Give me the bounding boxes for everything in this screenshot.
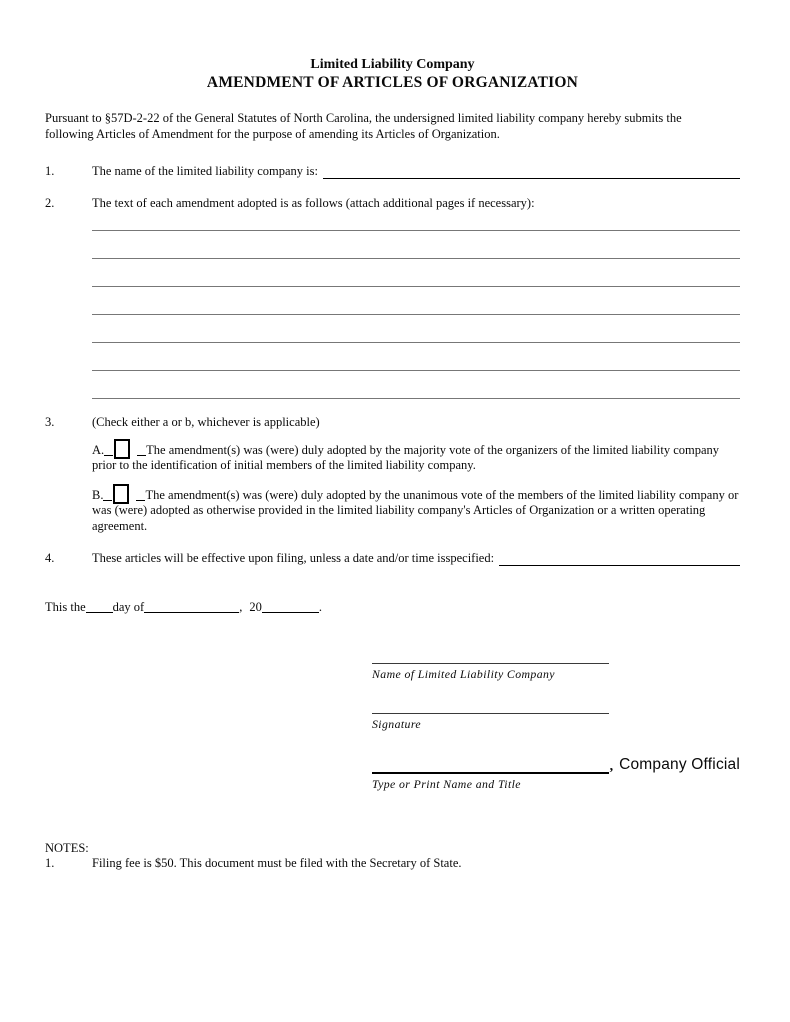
date-middle: day of	[112, 599, 145, 614]
llc-name-signature-field[interactable]	[372, 662, 609, 664]
checkbox-icon	[113, 484, 129, 504]
year-field[interactable]	[262, 610, 319, 613]
date-century: 20	[249, 599, 262, 614]
item-1	[45, 164, 740, 180]
official-comma: ,	[609, 758, 614, 774]
underscore-mark	[103, 499, 112, 501]
signature-field[interactable]	[372, 712, 609, 714]
option-a-checkbox[interactable]	[114, 443, 136, 454]
date-period: .	[318, 599, 322, 614]
note-item	[45, 856, 740, 872]
option-a	[92, 443, 740, 474]
llc-name-signature-label: Name of Limited Liability Company	[372, 667, 555, 681]
option-a-letter: A.	[92, 442, 105, 457]
date-prefix: This the	[45, 599, 86, 614]
item-3	[45, 415, 740, 431]
amendment-text-line[interactable]	[92, 259, 740, 287]
option-b-letter: B.	[92, 487, 104, 502]
date-comma: ,	[239, 599, 243, 614]
item-1-number: 1.	[45, 164, 55, 178]
intro-paragraph: Pursuant to §57D-2-22 of the General Statutes of North Carolina, the undersigned limited liability company hereby submits the following Articles of Amendment for the purpose of amending its Articles of Organization.	[45, 111, 682, 141]
item-2-label: The text of each amendment adopted is as follows (attach additional pages if necessary):	[92, 195, 535, 210]
option-b	[92, 488, 740, 535]
amendment-text-line[interactable]	[92, 371, 740, 399]
underscore-mark	[104, 454, 113, 456]
signature-block	[372, 662, 740, 793]
item-4	[45, 551, 740, 567]
note-1-text: Filing fee is $50. This document must be filed with the Secretary of State.	[92, 856, 462, 870]
amendment-text-line[interactable]	[92, 287, 740, 315]
amendment-text-line[interactable]	[92, 231, 740, 259]
option-b-text: The amendment(s) was (were) duly adopted by the unanimous vote of the members of the limited liability company or was (were) adopted as otherwise provided in the limited liability company's Articles of Organization or a written operating agreement.	[92, 487, 739, 533]
company-name-field[interactable]	[323, 164, 740, 179]
document-title-line2: AMENDMENT OF ARTICLES OF ORGANIZATION	[206, 74, 579, 91]
option-a-text: The amendment(s) was (were) duly adopted by the majority vote of the organizers of the limited liability company prior to the identification of initial members of the limited liability company.	[92, 442, 720, 472]
amendment-text-area	[92, 211, 740, 399]
note-1-number: 1.	[45, 856, 55, 870]
print-name-field[interactable]	[372, 758, 609, 774]
item-4-label: These articles will be effective upon filing, unless a date and/or time isspecified:	[92, 551, 495, 565]
day-field[interactable]	[86, 610, 113, 613]
item-2	[45, 196, 740, 212]
document-header	[45, 56, 740, 92]
execution-date-line	[45, 600, 740, 616]
amendment-text-line[interactable]	[92, 315, 740, 343]
amendment-text-line[interactable]	[92, 343, 740, 371]
signature-label: Signature	[372, 716, 422, 731]
print-name-row	[372, 756, 740, 774]
notes-heading: NOTES:	[45, 840, 89, 855]
company-official-text: Company Official	[619, 756, 740, 773]
item-4-number: 4.	[45, 551, 55, 565]
document-title-line1: Limited Liability Company	[310, 57, 475, 72]
item-2-number: 2.	[45, 195, 55, 210]
notes-section	[45, 841, 740, 872]
effective-date-field[interactable]	[499, 551, 740, 566]
item-3-number: 3.	[45, 415, 55, 429]
month-field[interactable]	[144, 610, 239, 613]
item-3-label: (Check either a or b, whichever is applicable)	[92, 415, 320, 429]
item-1-label: The name of the limited liability company is:	[92, 164, 318, 178]
option-b-checkbox[interactable]	[113, 488, 135, 499]
underscore-mark	[137, 454, 146, 456]
checkbox-icon	[114, 439, 130, 459]
print-name-label: Type or Print Name and Title	[372, 777, 521, 791]
amendment-text-line[interactable]	[92, 211, 740, 231]
